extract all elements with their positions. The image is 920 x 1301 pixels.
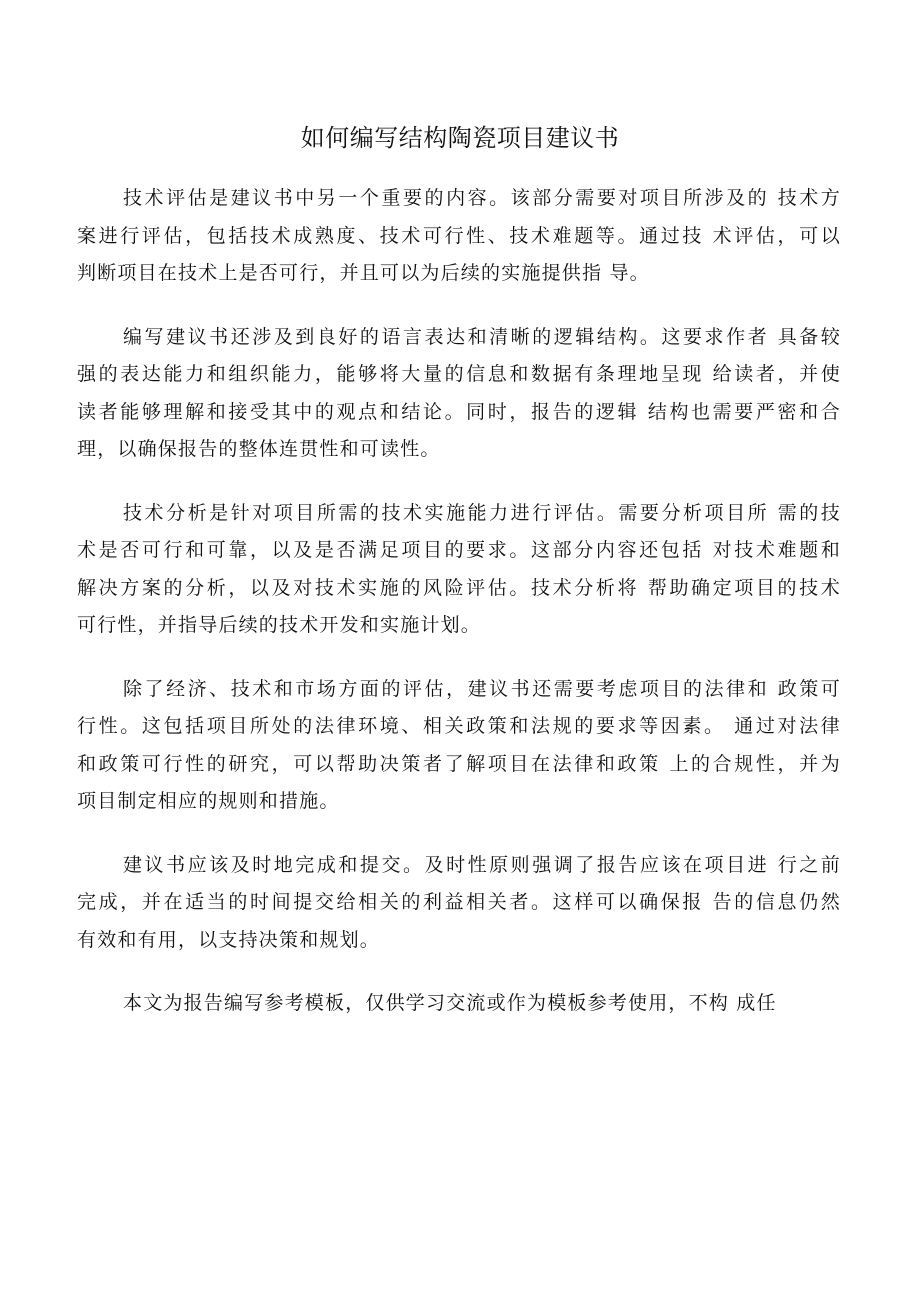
paragraph-line: 项目制定相应的规则和措施。 [77,790,340,812]
paragraph-line: 读者能够理解和接受其中的观点和结论。同时，报告的逻辑 结构也需要严密和合 [77,400,841,423]
paragraph-timeliness [77,847,841,960]
paragraph-line: 判断项目在技术上是否可行，并且可以为后续的实施提供指 导。 [77,262,650,284]
paragraph-technical-evaluation [77,180,841,293]
document-title: 如何编写结构陶瓷项目建议书 [300,124,620,152]
paragraph-technical-analysis [77,495,841,645]
paragraph-line: 行性。这包括项目所处的法律环境、相关政策和法规的要求等因素。 通过对法律 [77,715,841,737]
paragraph-line: 理，以确保报告的整体连贯性和可读性。 [77,438,441,460]
paragraph-line: 和政策可行性的研究，可以帮助决策者了解项目在法律和政策 上的合规性，并为 [77,752,841,775]
paragraph-legal-policy [77,671,841,821]
paragraph-line: 本文为报告编写参考模板，仅供学习交流或作为模板参考使用，不构 成任 [123,992,777,1014]
paragraph-disclaimer [77,985,841,1023]
paragraph-line: 除了经济、技术和市场方面的评估，建议书还需要考虑项目的法律和 政策可 [123,677,841,700]
paragraph-line: 术是否可行和可靠，以及是否满足项目的要求。这部分内容还包括 对技术难题和 [77,539,841,561]
document-body [77,180,841,1049]
paragraph-line: 强的表达能力和组织能力，能够将大量的信息和数据有条理地呈现 给读者，并使 [77,363,841,385]
paragraph-line: 完成，并在适当的时间提交给相关的利益相关者。这样可以确保报 告的信息仍然 [77,891,841,913]
paragraph-language-structure [77,319,841,469]
paragraph-line: 技术分析是针对项目所需的技术实施能力进行评估。需要分析项目所 需的技 [123,501,841,524]
paragraph-line: 可行性，并指导后续的技术开发和实施计划。 [77,614,482,636]
paragraph-line: 案进行评估，包括技术成熟度、技术可行性、技术难题等。通过技 术评估，可以 [77,224,841,247]
paragraph-line: 建议书应该及时地完成和提交。及时性原则强调了报告应该在项目进 行之前 [123,853,841,876]
paragraph-line: 编写建议书还涉及到良好的语言表达和清晰的逻辑结构。这要求作者 具备较 [123,325,841,348]
paragraph-line: 有效和有用，以支持决策和规划。 [77,928,381,951]
paragraph-line: 解决方案的分析，以及对技术实施的风险评估。技术分析将 帮助确定项目的技术 [77,576,841,599]
paragraph-line: 技术评估是建议书中另一个重要的内容。该部分需要对项目所涉及的 技术方 [123,187,841,209]
